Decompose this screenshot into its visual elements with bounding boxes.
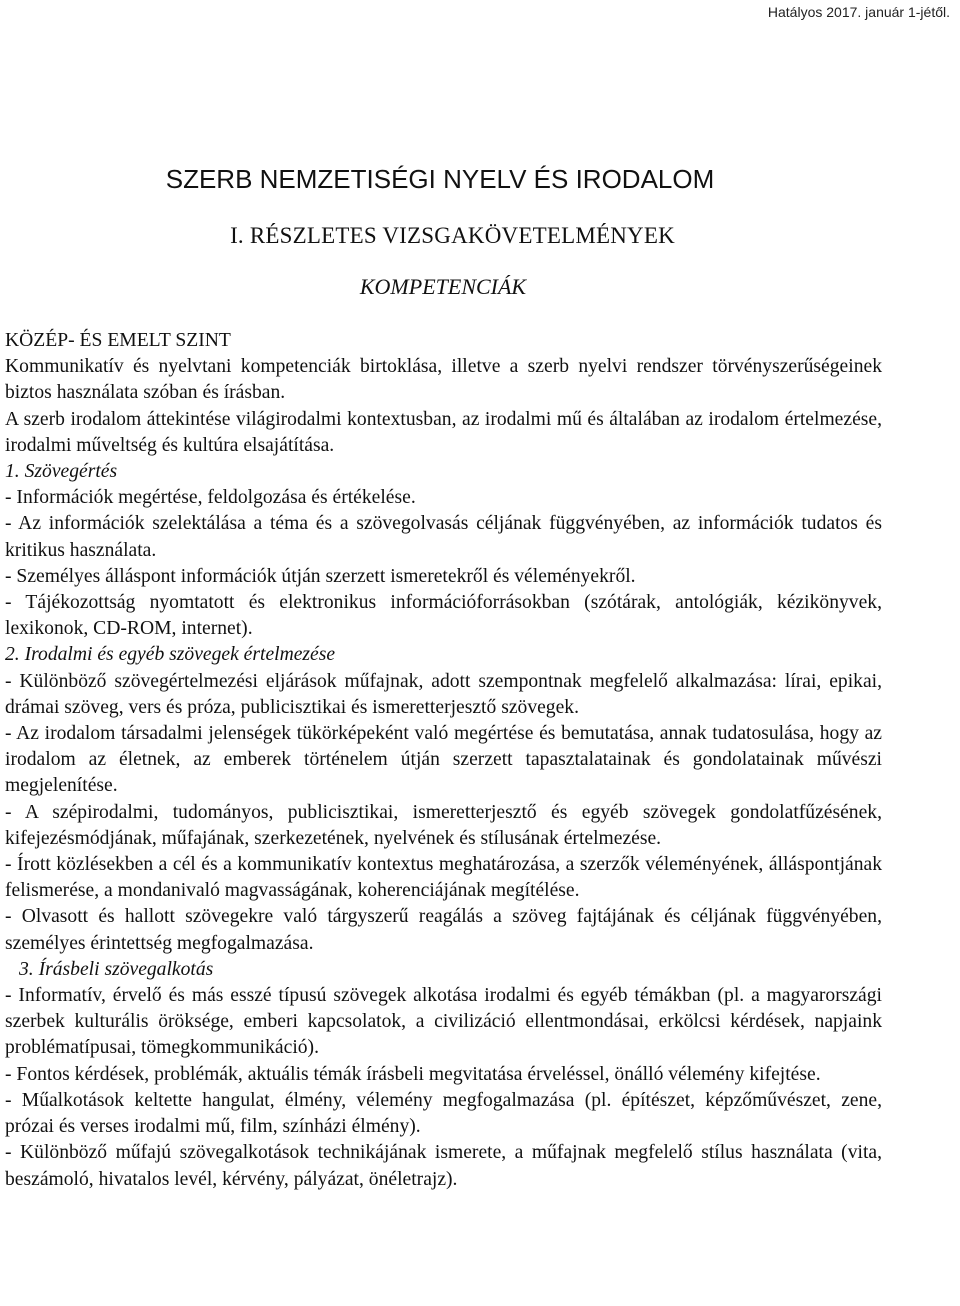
- list-item: - Különböző műfajú szövegalkotások technikájának ismerete, a műfajnak megfelelő stílus használata (vita, beszámoló, hivatalos levél, kérvény, pályázat, önéletrajz).: [5, 1142, 882, 1190]
- subsection-title: KOMPETENCIÁK: [359, 274, 527, 299]
- list-item: - Műalkotások keltette hangulat, élmény, vélemény megfogalmazása (pl. építészet, képzőművészet, zene, prózai és verses irodalmi mű, film, színházi élmény).: [5, 1089, 882, 1138]
- effective-date-note: Hatályos 2017. január 1-jétől.: [767, 4, 950, 20]
- intro-paragraph: A szerb irodalom áttekintése világirodalmi kontextusban, az irodalmi mű és általában az irodalom értelmezése, irodalmi műveltség és kultúra elsajátítása.: [5, 408, 882, 456]
- document-title: [0, 162, 880, 196]
- list-item: - Információk megértése, feldolgozása és értékelése.: [5, 487, 416, 509]
- list-item: - Az irodalom társadalmi jelenségek tükörképeként való megértése és bemutatása, annak tudatosulása, hogy az irodalom az életnek, az emberek történelem útján szerzett tapasztalatainak és gondolatainak művészi megjelenítése.: [5, 723, 882, 797]
- list-item: - Írott közlésekben a cél és a kommunikatív kontextus meghatározása, a szerzők véleményének, álláspontjának felismerése, a mondanivaló magvasságának, koherenciájának megítélése.: [5, 854, 882, 902]
- list-item: - A szépirodalmi, tudományos, publicisztikai, ismeretterjesztő és egyéb szövegek gondolatfűzésének, kifejezésmódjának, műfajának, szerkezetének, nyelvének és stílusának értelmezése.: [5, 801, 882, 849]
- list-item: - Különböző szövegértelmezési eljárások műfajnak, adott szempontnak megfelelő alkalmazása: lírai, epikai, drámai szöveg, vers és próza, publicisztikai és ismeretterjesztő szövegek.: [5, 670, 882, 718]
- list-item: - Személyes álláspont információk útján szerzett ismeretekről és véleményekről.: [5, 565, 636, 587]
- section-title: I. RÉSZLETES VIZSGAKÖVETELMÉNYEK: [230, 223, 675, 248]
- section-heading-reading: 1. Szövegértés: [5, 461, 118, 483]
- document-body: [5, 328, 882, 1193]
- list-item: - Olvasott és hallott szövegekre való tárgyszerű reagálás a szöveg fajtájának és céljának függvényében, személyes érintettség megfogalmazása.: [5, 906, 882, 954]
- document-title-text: SZERB NEMZETISÉGI NYELV ÉS IRODALOM: [165, 164, 715, 194]
- list-item: - Tájékozottság nyomtatott és elektronikus információforrásokban (szótárak, antológiák, kézikönyvek, lexikonok, CD-ROM, internet).: [5, 592, 882, 640]
- section-heading-writing: 3. Írásbeli szövegalkotás: [19, 958, 214, 980]
- list-item: - Fontos kérdések, problémák, aktuális témák írásbeli megvitatása érveléssel, önálló vélemény kifejtése.: [5, 1063, 821, 1085]
- list-item: - Informatív, érvelő és más esszé típusú szövegek alkotása irodalmi és egyéb témákban (pl. a magyarországi szerbek kulturális öröksége, emberi kapcsolatok, a civilizáció ellentmondásai, erkölcsi kérdések, napjaink problématípusai, tömegkommunikáció).: [5, 985, 882, 1059]
- section-heading-interpretation: 2. Irodalmi és egyéb szövegek értelmezése: [5, 644, 336, 666]
- list-item: - Az információk szelektálása a téma és a szövegolvasás céljának függvényében, az információk tudatos és kritikus használata.: [5, 513, 882, 561]
- intro-paragraph: Kommunikatív és nyelvtani kompetenciák birtoklása, illetve a szerb nyelvi rendszer törvényszerűségeinek biztos használata szóban és írásban.: [5, 356, 882, 404]
- level-heading: KÖZÉP- ÉS EMELT SZINT: [5, 330, 231, 351]
